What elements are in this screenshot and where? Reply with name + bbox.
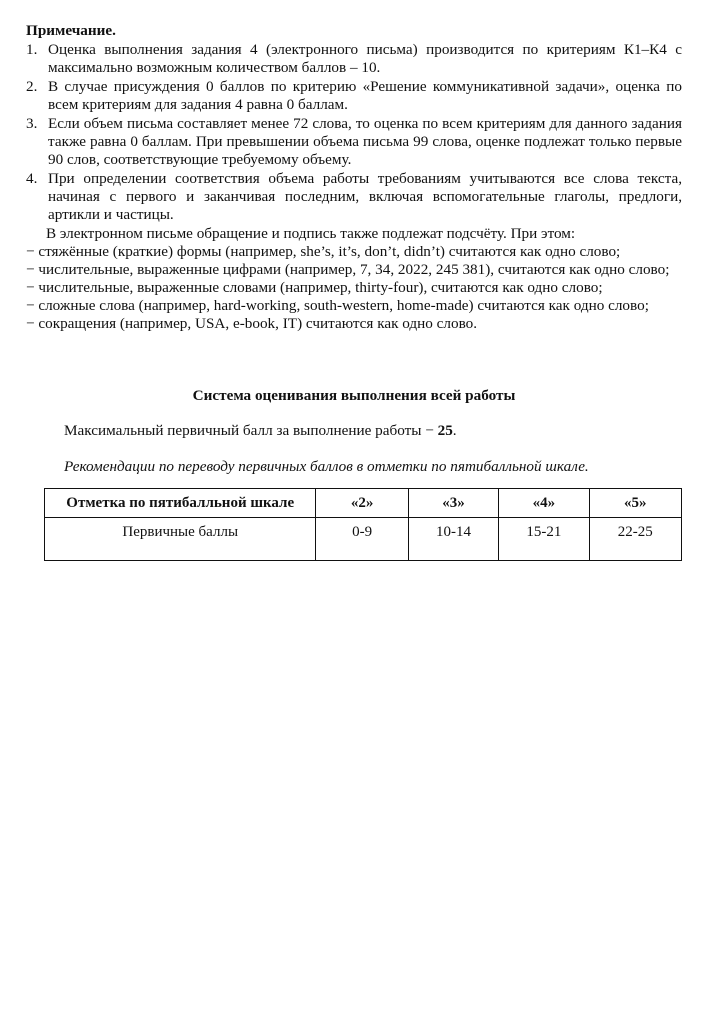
max-score-text: Максимальный первичный балл за выполнение работы − bbox=[64, 422, 438, 439]
max-score-line bbox=[64, 422, 682, 440]
table-header-cell: «5» bbox=[589, 489, 681, 518]
note-item bbox=[26, 78, 682, 114]
max-score-value: 25 bbox=[437, 422, 453, 439]
note-item-number: 2. bbox=[26, 78, 38, 95]
table-cell: 0-9 bbox=[316, 518, 408, 561]
note-item-text: При определении соответствия объема работы требованиям учитываются все слова текста, начиная с первого и заканчивая последним, включая вспомогательные глаголы, предлоги, артикли и частицы. bbox=[48, 170, 682, 223]
word-count-paragraph: В электронном письме обращение и подпись также подлежат подсчёту. При этом: bbox=[46, 225, 576, 242]
note-list bbox=[26, 41, 682, 224]
table-header-cell: «4» bbox=[499, 489, 589, 518]
note-item-text: В случае присуждения 0 баллов по критерию «Решение коммуникативной задачи», оценка по всем критериям для задания 4 равна 0 баллам. bbox=[48, 78, 682, 113]
table-header-cell: «2» bbox=[316, 489, 408, 518]
table-header-row bbox=[45, 489, 682, 518]
table-header-cell: «3» bbox=[408, 489, 498, 518]
table-cell: 10-14 bbox=[408, 518, 498, 561]
table-cell: Первичные баллы bbox=[45, 518, 316, 561]
note-item-number: 3. bbox=[26, 115, 38, 132]
table-header-cell: Отметка по пятибалльной шкале bbox=[45, 489, 316, 518]
note-item bbox=[26, 115, 682, 169]
dash-list-item: − числительные, выраженные цифрами (например, 7, 34, 2022, 245 381), считаются как одно слово; bbox=[26, 261, 670, 278]
note-item bbox=[26, 170, 682, 224]
max-score-end: . bbox=[452, 422, 457, 439]
table-cell: 15-21 bbox=[499, 518, 589, 561]
note-item bbox=[26, 41, 682, 77]
grade-conversion-table bbox=[44, 488, 682, 561]
note-item-number: 1. bbox=[26, 41, 38, 58]
note-item-text: Оценка выполнения задания 4 (электронного письма) производится по критериям К1–К4 с максимально возможным количеством баллов – 10. bbox=[48, 41, 682, 76]
note-title: Примечание. bbox=[26, 22, 116, 39]
note-item-number: 4. bbox=[26, 170, 38, 187]
table-cell: 22-25 bbox=[589, 518, 681, 561]
note-item-text: Если объем письма составляет менее 72 слова, то оценка по всем критериям для данного задания также равна 0 баллам. При превышении объема письма 99 слова, оценке подлежат только первые 90 слов, соответствующие требуемому объему. bbox=[48, 115, 682, 168]
dash-list-item: − стяжённые (краткие) формы (например, she’s, it’s, don’t, didn’t) считаются как одно слово; bbox=[26, 243, 621, 260]
dash-list-item: − сложные слова (например, hard-working, south-western, home-made) считаются как одно слово; bbox=[26, 297, 649, 314]
dash-list-item: − сокращения (например, USA, e-book, IT) считаются как одно слово. bbox=[26, 315, 478, 332]
document-page bbox=[26, 22, 682, 561]
table-row bbox=[45, 518, 682, 561]
section-title: Система оценивания выполнения всей работы bbox=[192, 387, 516, 404]
dash-list-item: − числительные, выраженные словами (например, thirty-four), считаются как одно слово; bbox=[26, 279, 603, 296]
recommendation-text: Рекомендации по переводу первичных баллов в отметки по пятибалльной шкале. bbox=[64, 458, 589, 475]
